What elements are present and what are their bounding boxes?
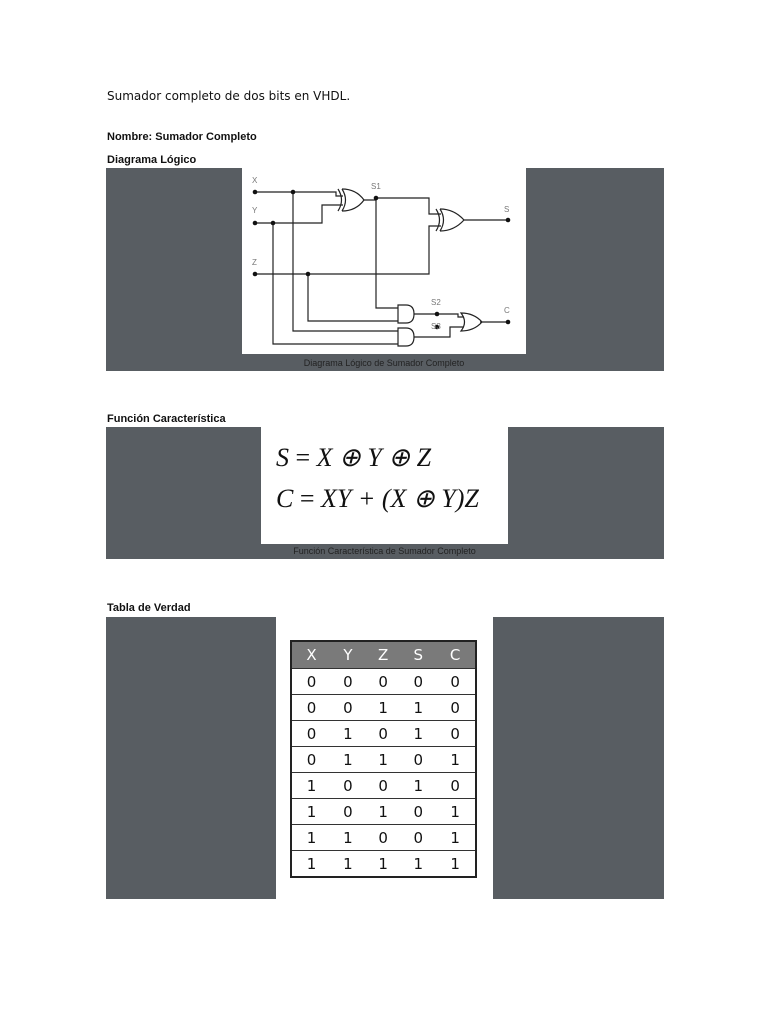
cell: 0 [435,695,476,721]
cell: 0 [331,669,365,695]
function-heading: Función Característica [107,413,226,425]
sum-equation [276,443,431,473]
output-c-label: C [504,306,510,315]
truth-table-header-row [291,641,476,669]
cell: 0 [331,773,365,799]
carry-rhs: XY + (X ⊕ Y)Z [321,484,479,513]
function-canvas [261,427,508,544]
table-row [291,773,476,799]
cell: 1 [291,773,331,799]
cell: 0 [291,747,331,773]
cell: 0 [365,721,401,747]
cell: 1 [331,851,365,878]
cell: 1 [291,825,331,851]
cell: 0 [365,669,401,695]
cell: 1 [331,747,365,773]
table-row [291,721,476,747]
truth-table-heading: Tabla de Verdad [107,602,191,614]
cell: 1 [435,747,476,773]
sum-equals: = [295,443,311,472]
carry-equals: = [299,484,315,513]
cell: 0 [435,669,476,695]
cell: 0 [291,669,331,695]
input-x-label: X [252,176,258,185]
cell: 0 [291,695,331,721]
header-x: X [291,641,331,669]
cell: 1 [401,851,435,878]
logic-diagram-caption: Diagrama Lógico de Sumador Completo [303,358,465,368]
header-c: C [435,641,476,669]
truth-table-panel-right [493,617,664,899]
signal-s1-label: S1 [371,182,381,191]
cell: 0 [401,669,435,695]
cell: 0 [401,747,435,773]
document-title: Sumador completo de dos bits en VHDL. [107,89,351,103]
cell: 1 [401,721,435,747]
logic-diagram-heading: Diagrama Lógico [107,154,197,166]
function-caption: Función Característica de Sumador Completo [293,546,476,556]
cell: 0 [291,721,331,747]
cell: 1 [365,851,401,878]
header-s: S [401,641,435,669]
input-z-label: Z [252,258,257,267]
cell: 0 [331,799,365,825]
cell: 0 [435,721,476,747]
output-s-label: S [504,205,510,214]
cell: 0 [401,825,435,851]
input-y-label: Y [252,206,258,215]
cell: 0 [401,799,435,825]
cell: 1 [331,721,365,747]
table-row [291,851,476,878]
cell: 1 [401,695,435,721]
cell: 1 [291,799,331,825]
carry-equation [276,484,479,514]
signal-s2-label: S2 [431,298,441,307]
cell: 0 [435,773,476,799]
cell: 1 [435,825,476,851]
carry-lhs: C [276,484,294,513]
table-row [291,669,476,695]
sum-rhs: X ⊕ Y ⊕ Z [316,443,432,472]
cell: 1 [435,851,476,878]
table-row [291,825,476,851]
signal-s3-label: S3 [431,322,441,331]
logic-diagram-svg [242,168,526,354]
table-row [291,695,476,721]
cell: 1 [435,799,476,825]
truth-table-panel-left [106,617,276,899]
cell: 1 [365,799,401,825]
cell: 0 [365,773,401,799]
table-row [291,747,476,773]
cell: 1 [401,773,435,799]
header-z: Z [365,641,401,669]
name-heading: Nombre: Sumador Completo [107,131,257,143]
table-row [291,799,476,825]
truth-table [290,640,477,878]
header-y: Y [331,641,365,669]
cell: 1 [291,851,331,878]
cell: 1 [365,747,401,773]
cell: 0 [365,825,401,851]
cell: 1 [365,695,401,721]
cell: 1 [331,825,365,851]
sum-lhs: S [276,443,289,472]
cell: 0 [331,695,365,721]
logic-diagram-canvas [242,168,526,354]
